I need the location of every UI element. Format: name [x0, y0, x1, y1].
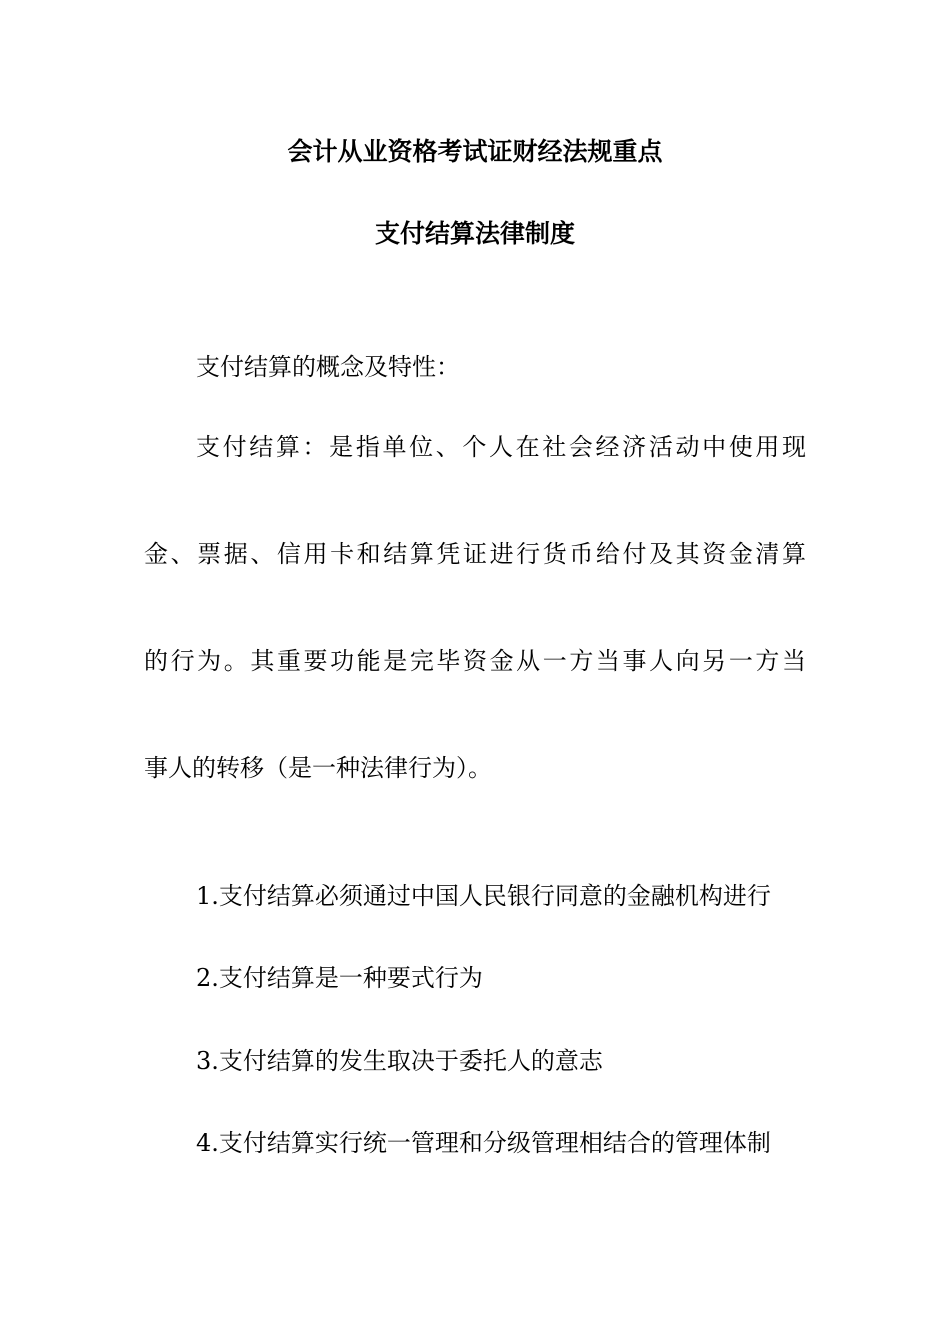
- document-title: 会计从业资格考试证财经法规重点: [287, 137, 663, 166]
- paragraph-line: 金、票据、信用卡和结算凭证进行货币给付及其资金清算: [144, 540, 806, 568]
- paragraph-line: 支付结算：是指单位、个人在社会经济活动中使用现: [196, 433, 806, 461]
- paragraph-line: 的行为。其重要功能是完毕资金从一方当事人向另一方当: [144, 647, 806, 675]
- list-item: 4.支付结算实行统一管理和分级管理相结合的管理体制: [196, 1129, 771, 1157]
- section-heading: 支付结算的概念及特性：: [196, 353, 460, 381]
- list-item: 3.支付结算的发生取决于委托人的意志: [196, 1047, 603, 1075]
- document-subtitle: 支付结算法律制度: [374, 219, 575, 248]
- list-item: 1.支付结算必须通过中国人民银行同意的金融机构进行: [196, 882, 771, 910]
- paragraph-line: 事人的转移（是一种法律行为）。: [144, 754, 492, 782]
- list-item: 2.支付结算是一种要式行为: [196, 964, 483, 992]
